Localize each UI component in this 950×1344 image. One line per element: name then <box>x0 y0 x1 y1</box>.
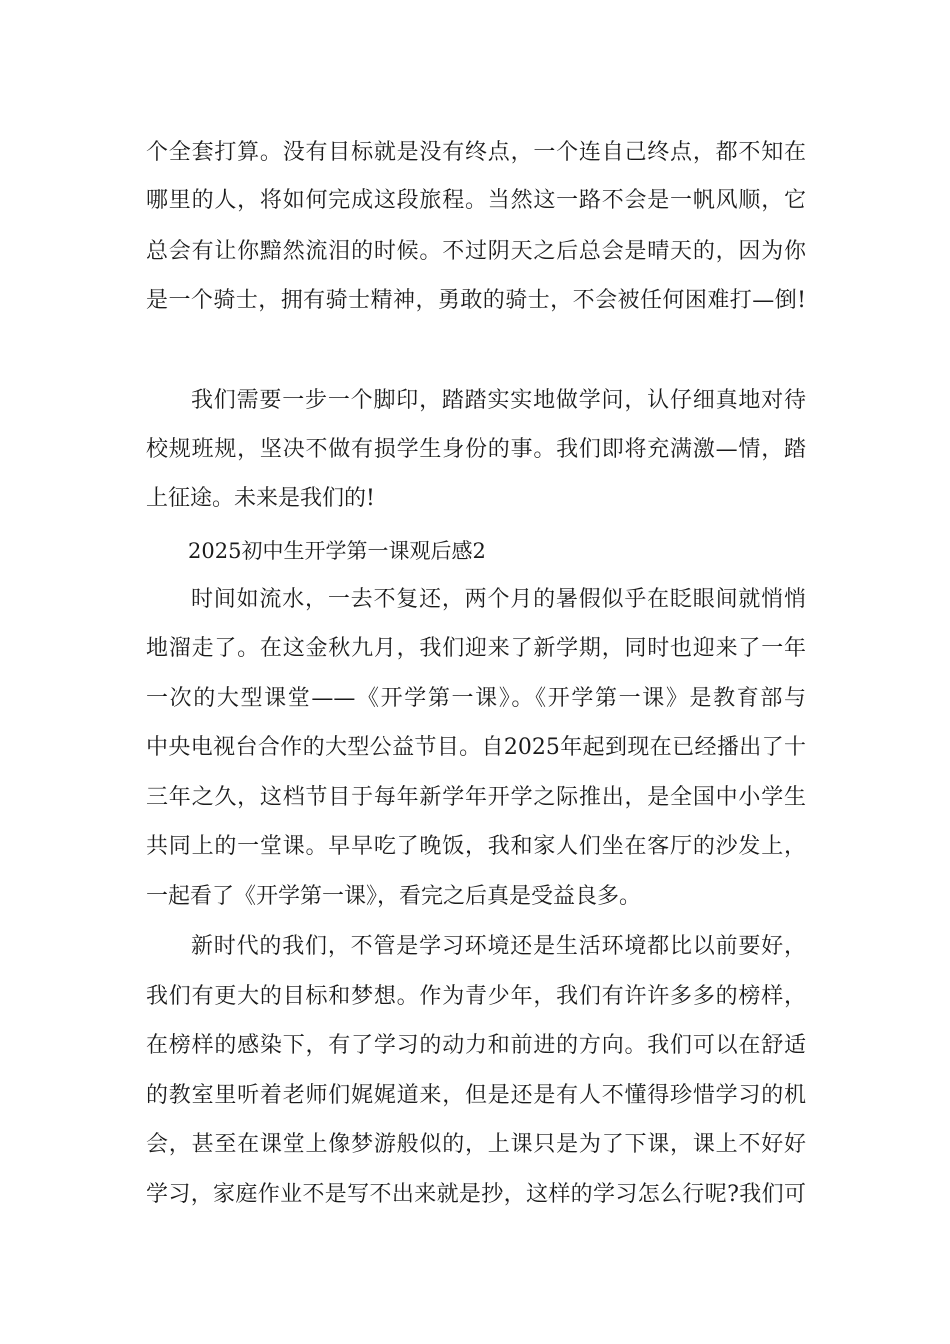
text-line: 一起看了《开学第一课》，看完之后真是受益良多。 <box>146 884 642 909</box>
text-line: 我们有更大的目标和梦想。作为青少年，我们有许许多多的榜样， <box>146 984 806 1009</box>
text-line: 新时代的我们，不管是学习环境还是生活环境都比以前要好， <box>191 934 806 959</box>
text-line: 校规班规，坚决不做有损学生身份的事。我们即将充满激—情，踏 <box>146 437 806 462</box>
text-line: 三年之久，这档节目于每年新学年开学之际推出，是全国中小学生 <box>146 785 806 810</box>
text-line: 是一个骑士，拥有骑士精神，勇敢的骑士，不会被任何困难打—倒! <box>146 288 806 313</box>
text-line: 学习，家庭作业不是写不出来就是抄，这样的学习怎么行呢?我们可 <box>146 1182 806 1207</box>
text-line: 的教室里听着老师们娓娓道来，但是还是有人不懂得珍惜学习的机 <box>146 1083 806 1108</box>
text-line: 中央电视台合作的大型公益节目。自2025年起到现在已经播出了十 <box>146 735 806 760</box>
text-line: 哪里的人，将如何完成这段旅程。当然这一路不会是一帆风顺，它 <box>146 188 806 213</box>
text-line: 共同上的一堂课。早早吃了晚饭，我和家人们坐在客厅的沙发上， <box>146 834 806 859</box>
text-line: 时间如流水，一去不复还，两个月的暑假似乎在眨眼间就悄悄 <box>191 587 806 612</box>
text-line: 在榜样的感染下，有了学习的动力和前进的方向。我们可以在舒适 <box>146 1033 806 1058</box>
text-line: 我们需要一步一个脚印，踏踏实实地做学问，认仔细真地对待 <box>191 388 806 413</box>
text-line: 会，甚至在课堂上像梦游般似的，上课只是为了下课，课上不好好 <box>146 1132 806 1157</box>
section-heading: 2025初中生开学第一课观后感2 <box>188 539 486 563</box>
text-line: 个全套打算。没有目标就是没有终点，一个连自己终点，都不知在 <box>146 140 806 165</box>
text-line: 上征途。未来是我们的! <box>146 486 375 511</box>
text-line: 一次的大型课堂——《开学第一课》。《开学第一课》是教育部与 <box>146 686 806 711</box>
text-line: 总会有让你黯然流泪的时候。不过阴天之后总会是晴天的，因为你 <box>146 239 806 264</box>
text-line: 地溜走了。在这金秋九月，我们迎来了新学期，同时也迎来了一年 <box>146 636 806 661</box>
